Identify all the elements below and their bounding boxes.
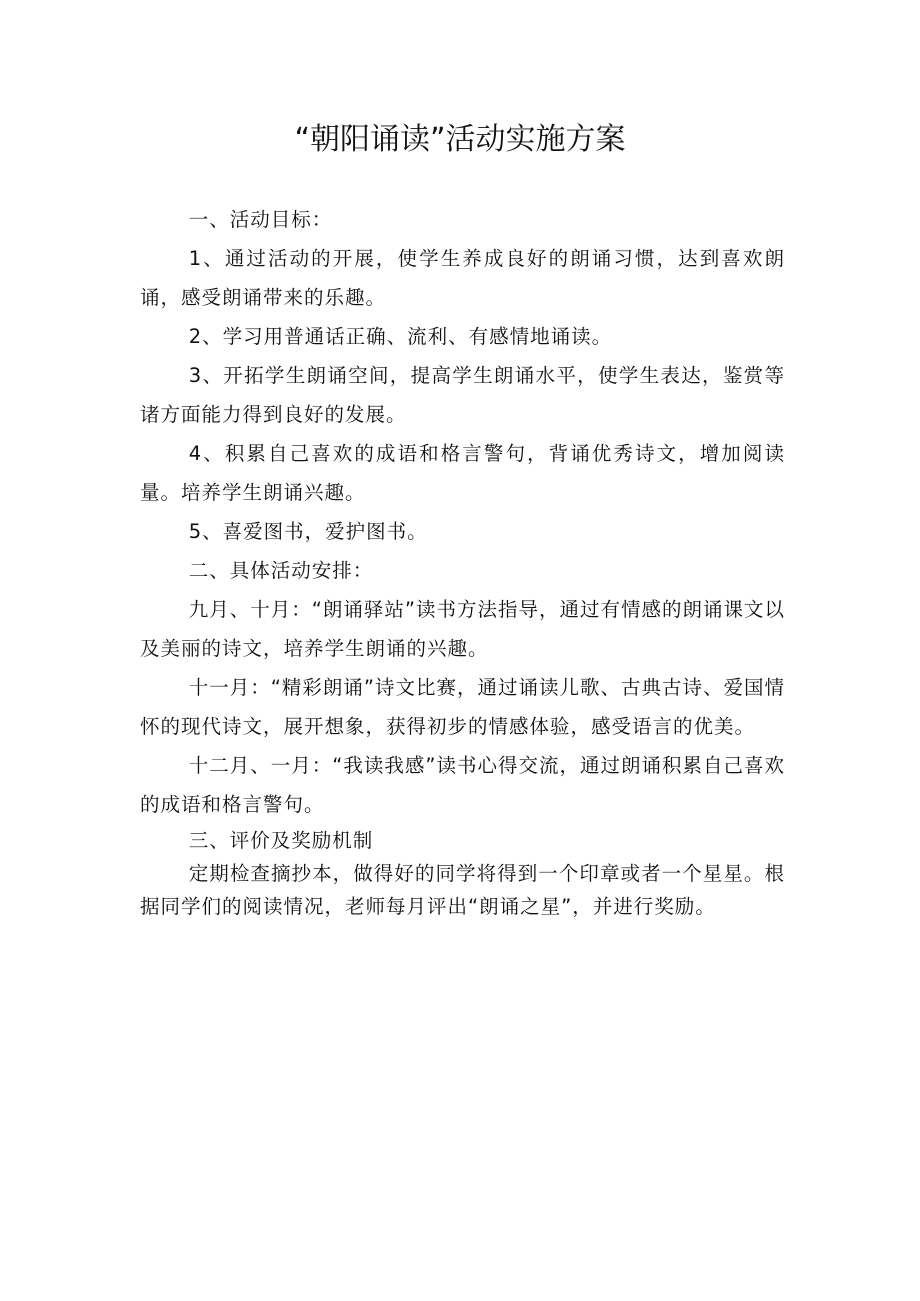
document-title: “朝阳诵读”活动实施方案	[294, 122, 626, 157]
section-heading-goals: 一、活动目标：	[188, 208, 333, 231]
goal-item-1: 1、通过活动的开展，使学生养成良好的朗诵习惯，达到喜欢朗诵，感受朗诵带来的乐趣。	[140, 247, 785, 309]
document-body	[140, 200, 785, 923]
goal-item-3: 3、开拓学生朗诵空间，提高学生朗诵水平，使学生表达，鉴赏等诸方面能力得到良好的发展。	[140, 364, 785, 426]
goal-item-4: 4、积累自己喜欢的成语和格言警句，背诵优秀诗文，增加阅读量。培养学生朗诵兴趣。	[140, 442, 785, 504]
schedule-item-nov: 十一月：“精彩朗诵”诗文比赛，通过诵读儿歌、古典古诗、爱国情怀的现代诗文，展开想象，获得初步的情感体验，感受语言的优美。	[140, 676, 785, 738]
goal-item-5: 5、喜爱图书，爱护图书。	[188, 520, 428, 543]
schedule-item-sep-oct: 九月、十月：“朗诵驿站”读书方法指导，通过有情感的朗诵课文以及美丽的诗文，培养学生朗诵的兴趣。	[140, 598, 785, 660]
section-heading-schedule: 二、具体活动安排：	[188, 559, 374, 582]
goal-item-2: 2、学习用普通话正确、流利、有感情地诵读。	[188, 325, 613, 348]
schedule-item-dec-jan: 十二月、一月：“我读我感”读书心得交流，通过朗诵积累自己喜欢的成语和格言警句。	[140, 754, 785, 816]
evaluation-paragraph: 定期检查摘抄本，做得好的同学将得到一个印章或者一个星星。根据同学们的阅读情况，老师每月评出“朗诵之星”，并进行奖励。	[140, 862, 785, 918]
section-heading-evaluation: 三、评价及奖励机制	[188, 829, 374, 852]
